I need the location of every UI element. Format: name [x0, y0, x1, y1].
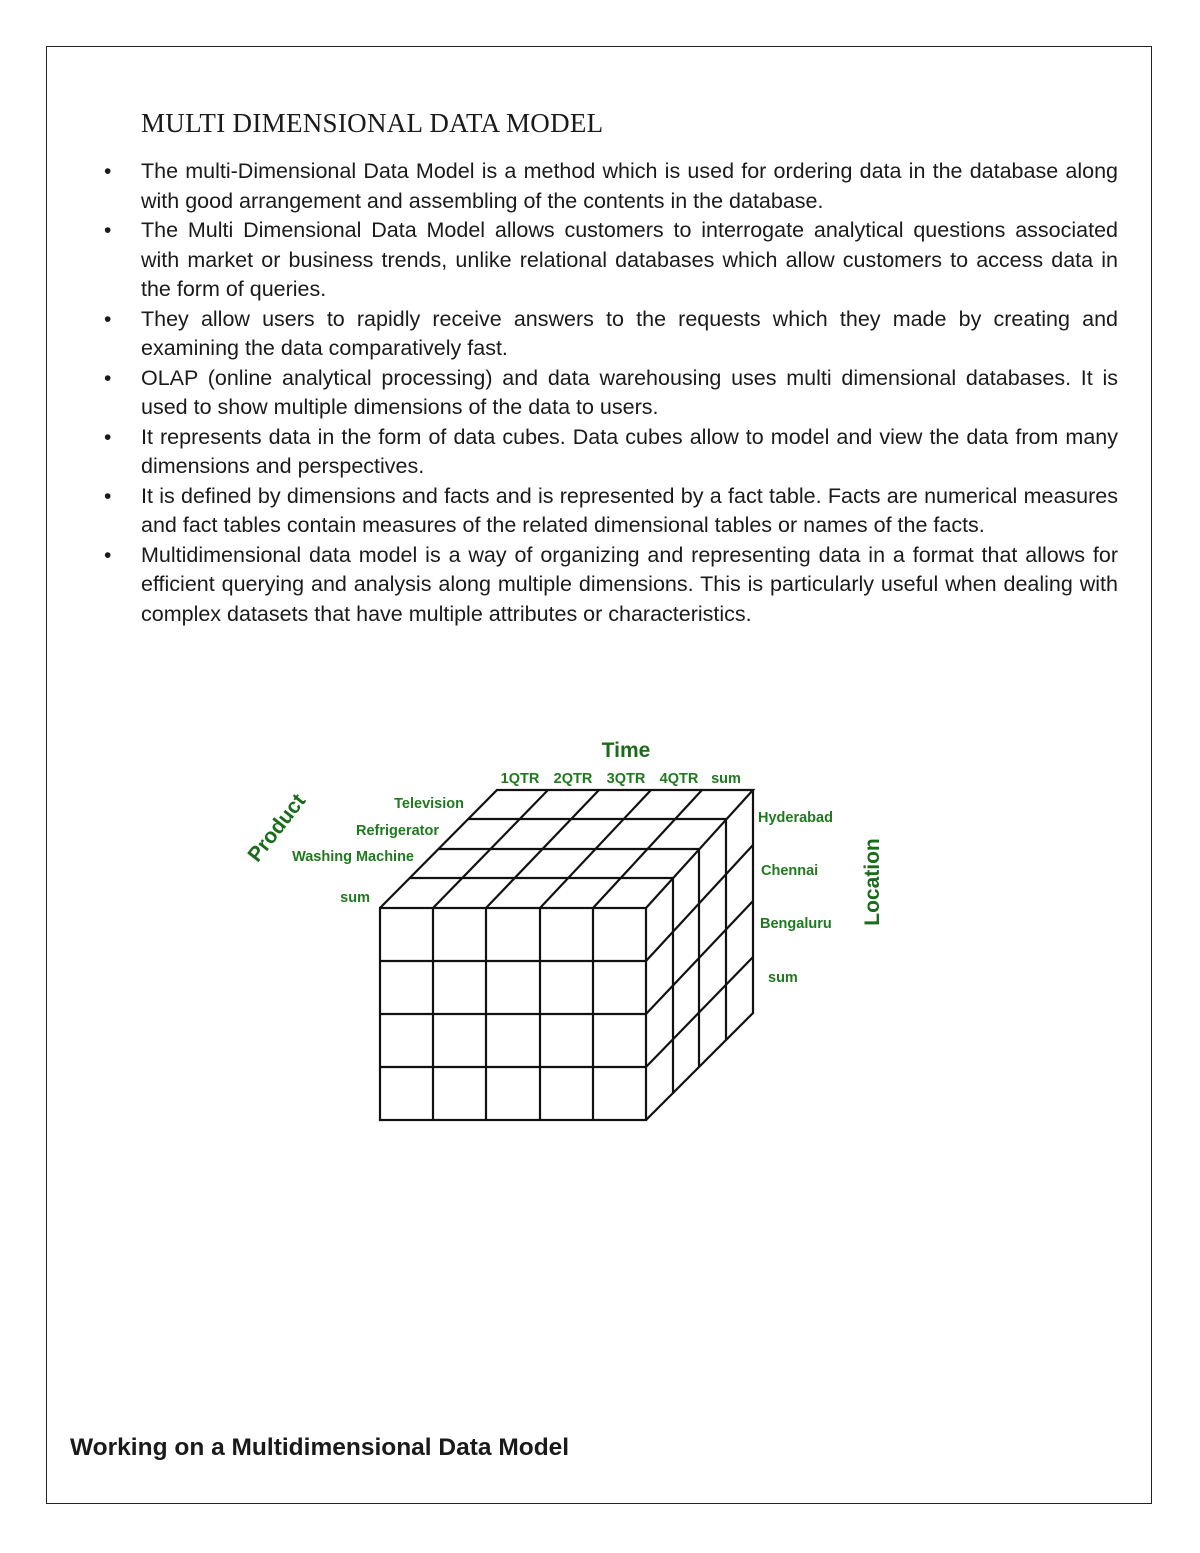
- cube-grid: [380, 790, 753, 1120]
- data-cube-diagram: [230, 730, 910, 1140]
- location-axis-label: Location: [861, 838, 884, 926]
- page-title: MULTI DIMENSIONAL DATA MODEL: [141, 108, 604, 138]
- bullet-item: • OLAP (online analytical processing) and data warehousing uses multi dimensional databases. It is used to show multiple dimensions of the data to users.: [100, 364, 1118, 423]
- product-member: Television: [394, 796, 464, 812]
- bullet-list: [100, 157, 1118, 629]
- time-member: sum: [711, 771, 741, 787]
- section-heading: Working on a Multidimensional Data Model: [70, 1434, 570, 1461]
- bullet-item: • Multidimensional data model is a way of organizing and representing data in a format that allows for efficient querying and analysis along multiple dimensions. This is particularly useful when dealing with complex datasets that have multiple attributes or characteristics.: [100, 541, 1118, 630]
- product-axis-label: Product: [243, 789, 311, 867]
- time-axis-label: Time: [601, 739, 651, 762]
- bullet-item: • The multi-Dimensional Data Model is a method which is used for ordering data in the database along with good arrangement and assembling of the contents in the database.: [100, 157, 1118, 216]
- time-member: 2QTR: [553, 771, 593, 787]
- bullet-item: • They allow users to rapidly receive answers to the requests which they made by creating and examining the data comparatively fast.: [100, 305, 1118, 364]
- time-member: 4QTR: [659, 771, 699, 787]
- location-member: Bengaluru: [760, 916, 832, 932]
- product-member: sum: [340, 890, 370, 906]
- bullet-item: • The Multi Dimensional Data Model allows customers to interrogate analytical questions associated with market or business trends, unlike relational databases which allow customers to access data in the form of queries.: [100, 216, 1118, 305]
- product-member: Refrigerator: [356, 823, 439, 839]
- time-member: 1QTR: [500, 771, 540, 787]
- location-member: sum: [768, 970, 798, 986]
- product-member: Washing Machine: [292, 849, 414, 865]
- time-member: 3QTR: [606, 771, 646, 787]
- location-member: Chennai: [761, 863, 819, 879]
- bullet-item: • It represents data in the form of data cubes. Data cubes allow to model and view the data from many dimensions and perspectives.: [100, 423, 1118, 482]
- bullet-item: • It is defined by dimensions and facts and is represented by a fact table. Facts are numerical measures and fact tables contain measures of the related dimensional tables or names of the facts.: [100, 482, 1118, 541]
- location-member: Hyderabad: [758, 810, 833, 826]
